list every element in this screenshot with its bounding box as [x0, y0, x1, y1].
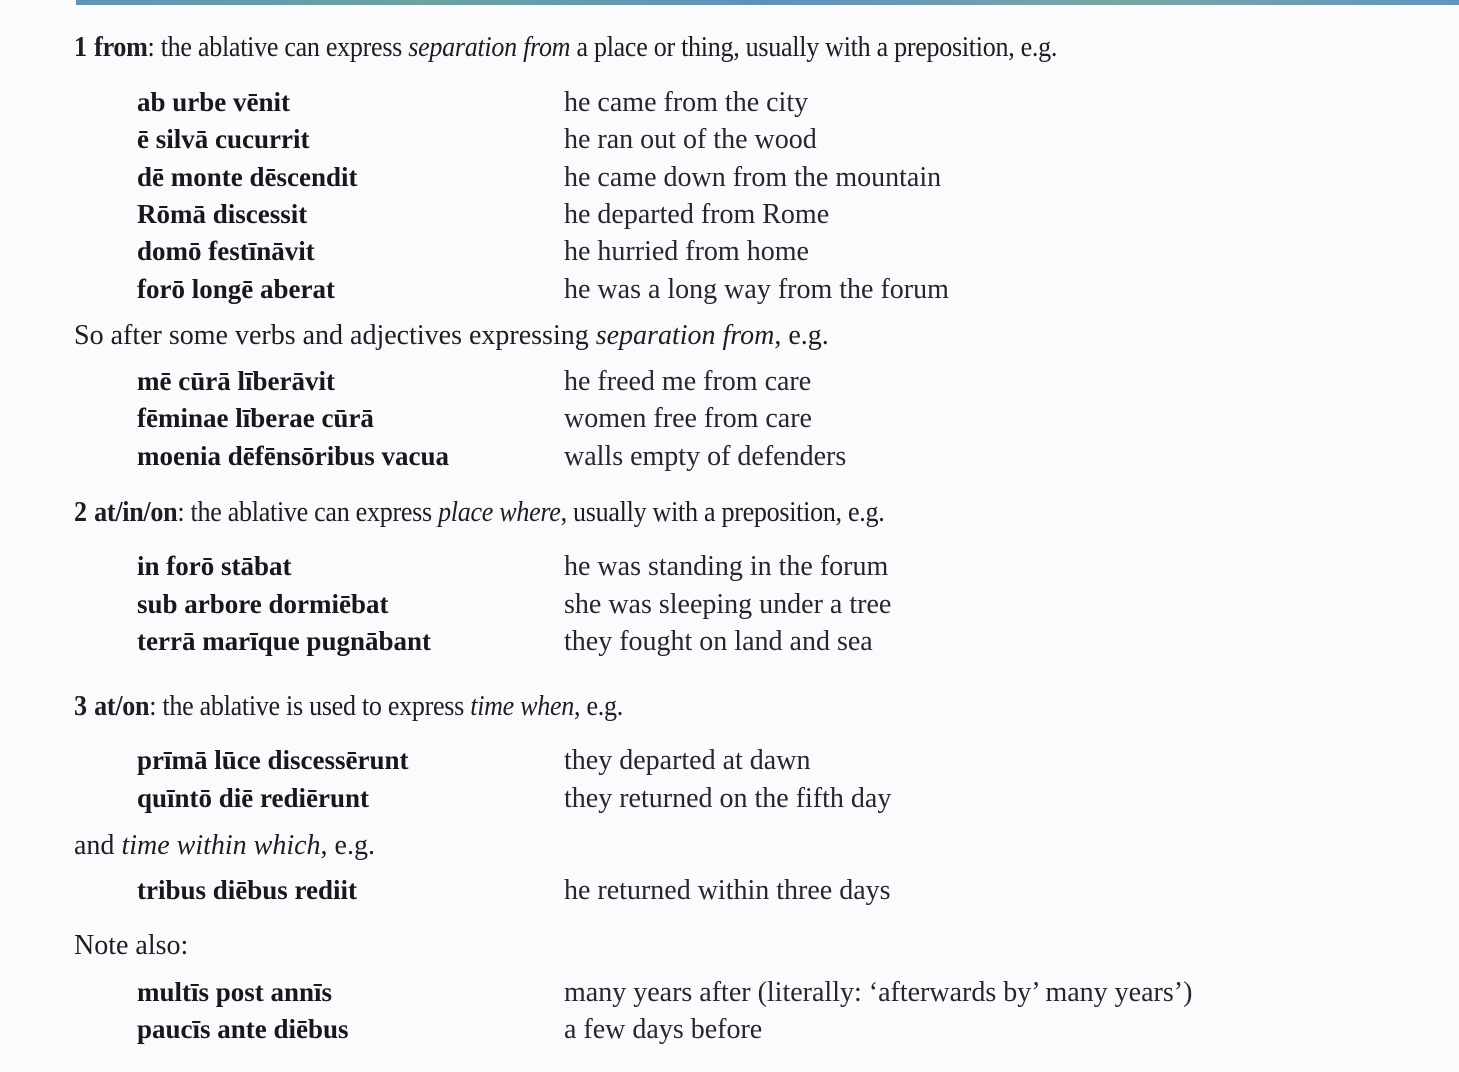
paragraph-emphasis: time within which	[121, 830, 321, 861]
section-number: 2	[74, 497, 87, 528]
section-keyword: from	[94, 32, 148, 63]
english-translation: women free from care	[564, 403, 812, 434]
example-row	[0, 199, 1459, 236]
english-translation: walls empty of defenders	[564, 441, 847, 472]
example-row	[0, 977, 1459, 1014]
english-translation: many years after (literally: ‘afterwards by’ many years’)	[564, 977, 1193, 1008]
latin-phrase: terrā marīque pugnābant	[137, 626, 432, 656]
english-translation: they fought on land and sea	[564, 626, 873, 657]
english-translation: he was a long way from the forum	[564, 274, 949, 305]
intro-text: : the ablative is used to express	[149, 691, 471, 722]
english-translation: he ran out of the wood	[564, 124, 817, 155]
english-translation: he hurried from home	[564, 236, 809, 267]
latin-phrase: mē cūrā līberāvit	[137, 366, 335, 396]
latin-phrase: prīmā lūce discessērunt	[137, 745, 409, 775]
latin-phrase: paucīs ante diēbus	[137, 1014, 349, 1044]
latin-phrase: tribus diēbus rediit	[137, 875, 358, 905]
example-row	[0, 236, 1459, 273]
english-translation: he freed me from care	[564, 366, 812, 397]
intro-text: , usually with a preposition, e.g.	[560, 497, 885, 528]
latin-phrase: multīs post annīs	[137, 977, 333, 1007]
example-row	[0, 783, 1459, 820]
paragraph-text: and	[74, 830, 122, 861]
latin-phrase: sub arbore dormiēbat	[137, 589, 389, 619]
example-row	[0, 875, 1459, 912]
intro-emphasis: place where	[438, 497, 561, 528]
english-translation: he came from the city	[564, 87, 809, 118]
english-translation: they departed at dawn	[564, 745, 811, 776]
example-row	[0, 87, 1459, 124]
intro-text: a place or thing, usually with a preposition, e.g.	[570, 32, 1058, 63]
latin-phrase: fēminae līberae cūrā	[137, 403, 374, 433]
latin-phrase: quīntō diē rediērunt	[137, 783, 370, 813]
latin-phrase: ab urbe vēnit	[137, 87, 291, 117]
section-keyword: at/on	[94, 691, 150, 722]
intro-text: : the ablative can express	[177, 497, 439, 528]
intro-text: : the ablative can express	[147, 32, 409, 63]
example-row	[0, 441, 1459, 478]
example-row	[0, 124, 1459, 161]
paragraph-text: , e.g.	[320, 830, 375, 861]
latin-phrase: Rōmā discessit	[137, 199, 308, 229]
note-label: Note also:	[74, 930, 189, 961]
paragraph-emphasis: separation from	[595, 320, 775, 351]
english-translation: he was standing in the forum	[564, 551, 889, 582]
intro-emphasis: separation from	[408, 32, 571, 63]
section-number: 1	[74, 32, 87, 63]
english-translation: she was sleeping under a tree	[564, 589, 892, 620]
latin-phrase: domō festīnāvit	[137, 236, 315, 266]
example-row	[0, 745, 1459, 782]
example-row	[0, 551, 1459, 588]
section-1-sub-paragraph	[74, 320, 829, 352]
example-row	[0, 403, 1459, 440]
english-translation: a few days before	[564, 1014, 763, 1045]
example-row	[0, 626, 1459, 663]
section-1-heading	[74, 32, 1057, 64]
intro-emphasis: time when	[470, 691, 575, 722]
section-keyword: at/in/on	[94, 497, 178, 528]
example-row	[0, 274, 1459, 311]
latin-phrase: forō longē aberat	[137, 274, 335, 304]
intro-text: , e.g.	[574, 691, 624, 722]
top-border-rule	[76, 0, 1459, 5]
section-2-heading	[74, 497, 885, 529]
english-translation: he came down from the mountain	[564, 162, 942, 193]
paragraph-text: So after some verbs and adjectives expressing	[74, 320, 596, 351]
latin-phrase: dē monte dēscendit	[137, 162, 358, 192]
paragraph-text: , e.g.	[774, 320, 829, 351]
section-3-heading	[74, 691, 623, 723]
latin-phrase: moenia dēfēnsōribus vacua	[137, 441, 450, 471]
english-translation: he departed from Rome	[564, 199, 830, 230]
latin-phrase: ē silvā cucurrit	[137, 124, 310, 154]
section-3-sub-paragraph	[74, 830, 375, 862]
example-row	[0, 1014, 1459, 1051]
example-row	[0, 366, 1459, 403]
latin-phrase: in forō stābat	[137, 551, 292, 581]
english-translation: they returned on the fifth day	[564, 783, 892, 814]
example-row	[0, 589, 1459, 626]
english-translation: he returned within three days	[564, 875, 891, 906]
section-number: 3	[74, 691, 87, 722]
example-row	[0, 162, 1459, 199]
